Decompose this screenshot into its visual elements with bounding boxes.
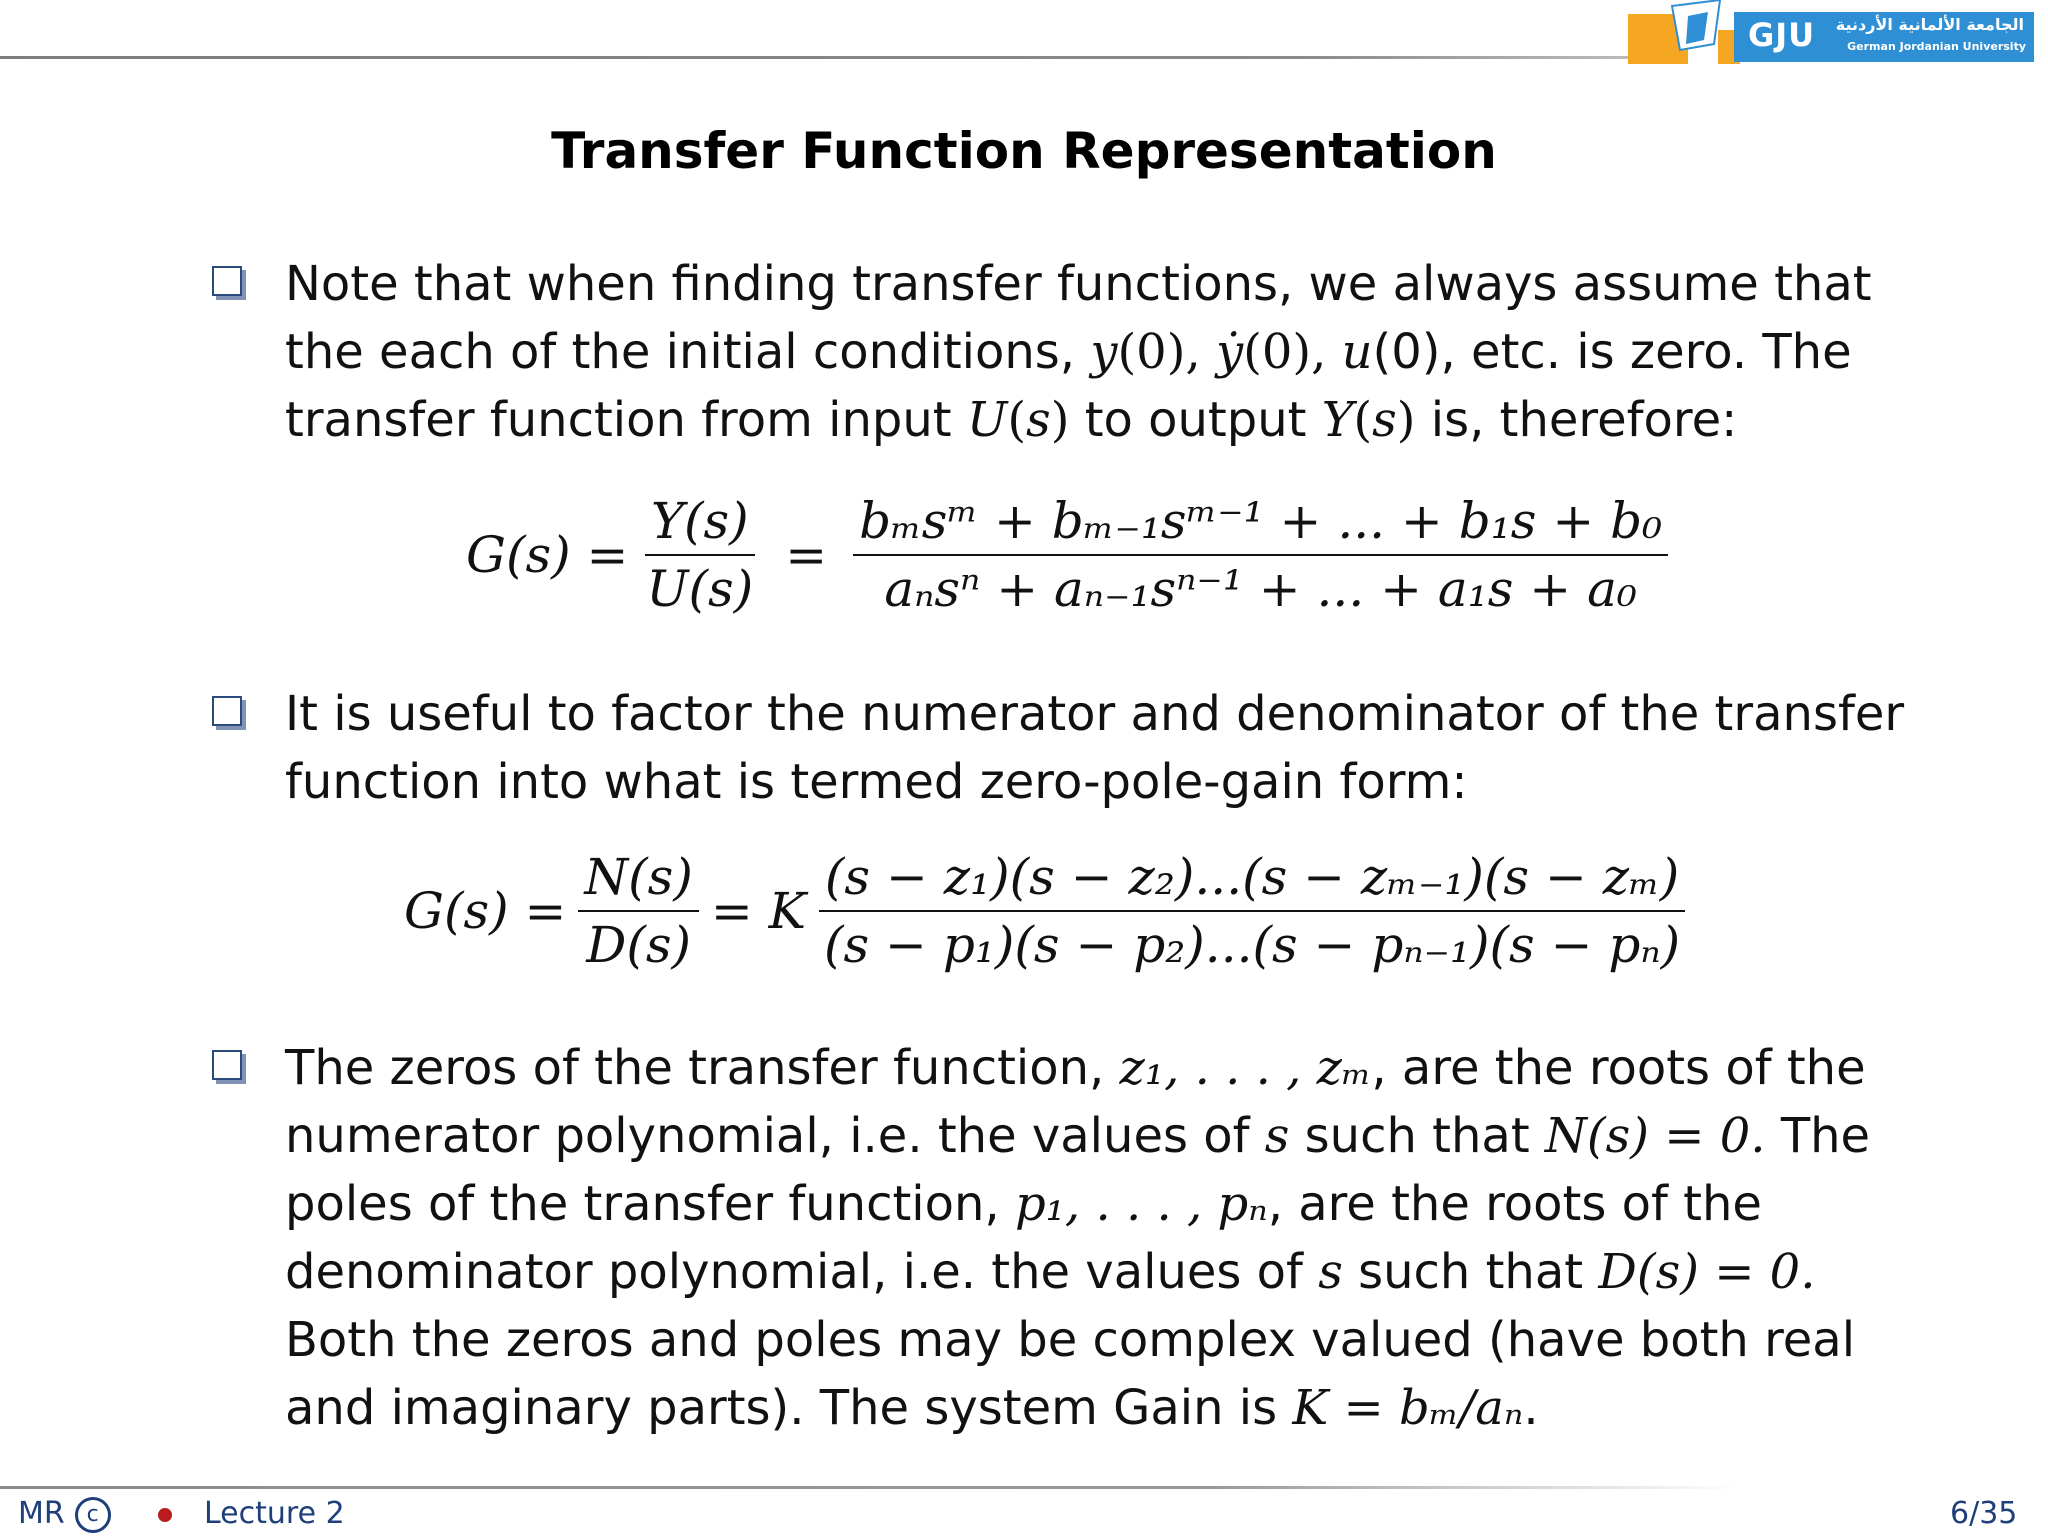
bullet-icon [212,696,242,726]
text-line [285,1102,1925,1170]
fraction [818,848,1686,974]
author-initials: MR [18,1496,65,1531]
math-var: s [1372,392,1397,448]
text-run: the each of the initial conditions, [285,324,1076,380]
bullet-paragraph-3 [285,1034,1925,1442]
math-var: ẏ [1215,324,1244,380]
gain-term: = K [710,882,806,940]
math-text: ) [1050,392,1070,448]
text-run: The zeros of the transfer function, [285,1040,1105,1096]
text-run: (0), etc. is zero. The [1372,324,1852,380]
zero-pole-gain-equation [404,848,1698,974]
fraction-numerator: (s − z₁)(s − z₂)...(s − zₘ₋₁)(s − zₘ) [819,848,1685,912]
fraction-denominator: aₙsⁿ + aₙ₋₁sⁿ⁻¹ + ... + a₁s + a₀ [884,560,1637,618]
text-line: Both the zeros and poles may be complex valued (have both real [285,1312,1856,1368]
math-expression: p₁, . . . , pₙ [1014,1176,1268,1232]
slide-title: Transfer Function Representation [551,122,1497,180]
text-line [285,1374,1925,1442]
bullet-paragraph-2 [285,680,1925,816]
math-var: U [966,392,1008,448]
text-line [285,1034,1925,1102]
equals-sign: = [785,526,828,584]
text-run: Note that when finding transfer functions, we always assume that [285,256,1872,312]
math-var: s [1026,392,1051,448]
logo-mark-icon [1628,0,1740,64]
equation-lhs: G(s) = [404,882,567,940]
header-rule [0,56,1630,59]
bullet-icon [212,266,242,296]
text-run: , are the roots of the [1371,1040,1866,1096]
footer-bullet-dot-icon [158,1508,172,1522]
text-line [285,318,1925,386]
text-run: such that [1304,1108,1530,1164]
text-run: such that [1358,1244,1584,1300]
text-run: . [1523,1380,1539,1436]
math-expression: K = bₘ/aₙ [1292,1380,1524,1436]
text-run: is, therefore: [1430,392,1738,448]
text-line: function into what is termed zero-pole-gain form: [285,754,1468,810]
math-var: Y [1321,392,1354,448]
math-text: ( [1007,392,1027,448]
footer-rule [0,1486,1740,1489]
text-line [285,1238,1925,1306]
transfer-function-equation [466,492,1680,618]
fraction-denominator: (s − p₁)(s − p₂)...(s − pₙ₋₁)(s − pₙ) [824,916,1681,974]
text-run: The [1780,1108,1871,1164]
text-run: denominator polynomial, i.e. the values of [285,1244,1303,1300]
fraction [853,492,1668,618]
fraction-denominator: D(s) [586,916,691,974]
bullet-icon [212,1050,242,1080]
math-var: s [1318,1244,1343,1300]
fraction-denominator: U(s) [646,560,754,618]
math-expression: N(s) = 0. [1544,1108,1766,1164]
math-text: ) [1396,392,1416,448]
math-expression: z₁, . . . , zₘ [1119,1040,1372,1096]
text-line [285,386,1925,454]
text-run: , are the roots of the [1267,1176,1762,1232]
math-var: u [1341,324,1373,380]
fraction-numerator: N(s) [578,848,698,912]
fraction [578,848,698,974]
text-run: transfer function from input [285,392,952,448]
math-text: (0), [1243,324,1327,380]
footer-lecture: Lecture 2 [204,1496,345,1531]
math-var: y [1090,324,1118,380]
text-line: It is useful to factor the numerator and denominator of the transfer [285,686,1905,742]
equation-lhs: G(s) = [466,526,629,584]
math-var: s [1264,1108,1290,1164]
fraction-numerator: bₘsᵐ + bₘ₋₁sᵐ⁻¹ + ... + b₁s + b₀ [853,492,1668,556]
text-line [285,250,1925,318]
text-run: and imaginary parts). The system Gain is [285,1380,1278,1436]
footer-author [18,1496,111,1533]
bullet-paragraph-1 [285,250,1925,454]
logo-band [1734,12,2034,62]
logo-english-text: German Jordanian University [1847,40,2026,53]
fraction [640,492,759,618]
text-line [285,1170,1925,1238]
math-text: ( [1353,392,1373,448]
math-expression: D(s) = 0. [1598,1244,1816,1300]
logo-text: GJU [1748,16,1816,54]
text-run: poles of the transfer function, [285,1176,1000,1232]
logo-arabic-text: الجامعة الألمانية الأردنية [1835,15,2024,34]
copyright-icon: c [75,1497,111,1533]
page-number: 6/35 [1950,1496,2018,1531]
text-run: to output [1084,392,1307,448]
math-text: (0), [1117,324,1201,380]
university-logo [1628,0,2048,64]
fraction-numerator: Y(s) [645,492,755,556]
text-run: numerator polynomial, i.e. the values of [285,1108,1250,1164]
